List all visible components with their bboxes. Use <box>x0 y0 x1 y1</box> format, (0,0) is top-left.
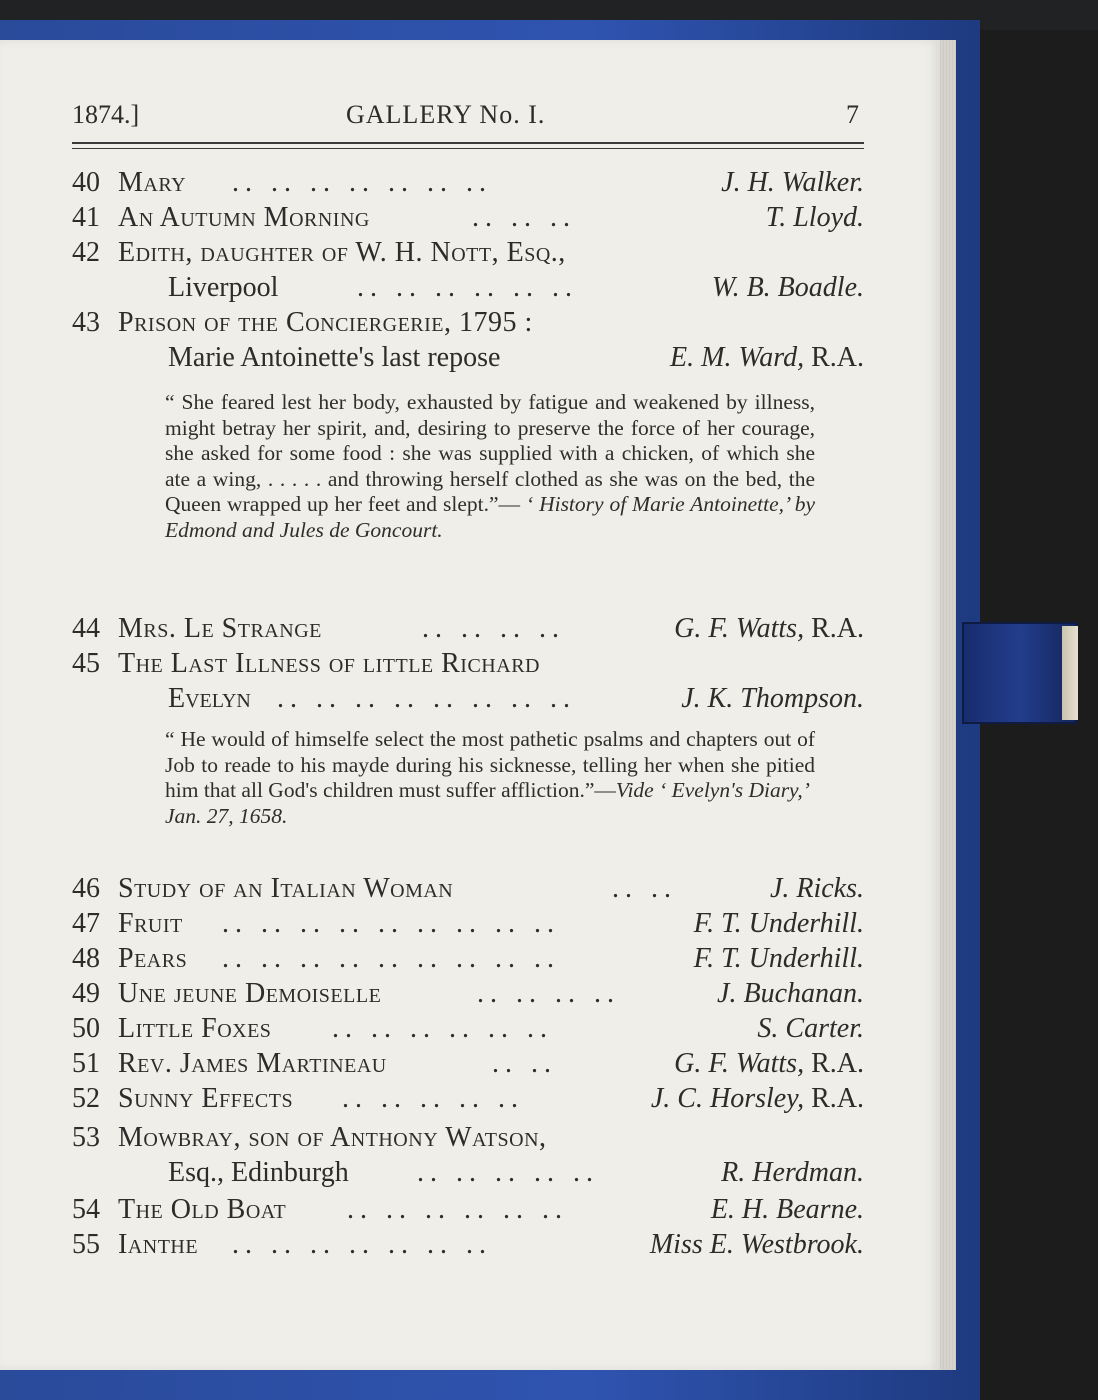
entry-artist <box>674 612 864 646</box>
leader-dots: .. .. .. .. .. <box>417 1157 599 1188</box>
catalogue-entry-continuation <box>72 341 864 375</box>
header-rule-thin <box>72 148 864 149</box>
quote-block <box>165 390 815 543</box>
artist-suffix: R.A. <box>804 613 864 644</box>
quote-date: Jan. 27, 1658. <box>165 803 288 828</box>
entry-number: 54 <box>72 1194 100 1225</box>
leader-dots: .. .. .. .. .. .. <box>357 272 578 303</box>
entry-title: Ianthe <box>118 1229 199 1260</box>
bookmark-fold <box>1062 626 1078 720</box>
entry-number: 55 <box>72 1229 100 1260</box>
catalogue-entry <box>72 166 864 200</box>
entry-artist: J. H. Walker. <box>721 167 864 198</box>
catalogue-entry <box>72 907 864 941</box>
catalogue-entry <box>72 977 864 1011</box>
catalogue-entry-continuation <box>72 271 864 305</box>
header-rule <box>72 142 864 144</box>
entry-artist: F. T. Underhill. <box>693 908 864 939</box>
entry-number: 48 <box>72 943 100 974</box>
catalogue-entry <box>72 1082 864 1116</box>
artist-suffix: R.A. <box>804 1083 864 1114</box>
leader-dots: .. .. .. .. .. .. .. .. <box>277 683 576 714</box>
leader-dots: .. .. .. .. <box>422 613 565 644</box>
entry-number: 49 <box>72 978 100 1009</box>
entry-artist: S. Carter. <box>757 1013 864 1044</box>
quote-source: Vide ‘ Evelyn's Diary,’ <box>615 778 810 802</box>
quote-text: “ She feared lest her body, exhausted by fatigue and weakened by illness, might betray her spirit, and, desiring to preserve the force of her courage, she asked for some food : she was supplied with a chicken, of which she ate a wing, . . . . . and throwing herself clothed as she was on the bed, the Queen wrapped up her feet and slept.”— <box>165 390 815 516</box>
catalogue-entry <box>72 612 864 646</box>
header-title: GALLERY No. I. <box>346 100 546 129</box>
entry-artist <box>651 1082 864 1116</box>
entry-artist: R. Herdman. <box>721 1157 864 1188</box>
entry-title: Edith, daughter of W. H. Nott, Esq., <box>118 237 566 268</box>
entry-number: 41 <box>72 202 100 233</box>
entry-number: 47 <box>72 908 100 939</box>
leader-dots: .. .. .. .. .. .. .. <box>232 1229 492 1260</box>
artist-name: G. F. Watts, <box>674 1048 805 1079</box>
entry-number: 46 <box>72 873 100 904</box>
catalogue-entry <box>72 1047 864 1081</box>
entry-artist <box>674 1047 864 1081</box>
entry-title: Pears <box>118 943 188 974</box>
catalogue-entry-continuation <box>72 682 864 716</box>
catalogue-entry <box>72 1193 864 1227</box>
entry-title: An Autumn Morning <box>118 202 370 233</box>
entry-artist: J. Buchanan. <box>717 978 864 1009</box>
entry-number: 45 <box>72 648 100 679</box>
entry-artist <box>670 341 864 375</box>
catalogue-entry-continuation <box>72 1156 864 1190</box>
entry-title: Rev. James Martineau <box>118 1048 387 1079</box>
leader-dots: .. .. .. .. .. .. <box>347 1194 568 1225</box>
catalogue-entry <box>72 236 864 270</box>
catalogue-entry <box>72 942 864 976</box>
leader-dots: .. .. .. .. .. <box>342 1083 524 1114</box>
bookmark-ribbon[interactable] <box>962 622 1077 724</box>
entry-number: 43 <box>72 307 100 338</box>
artist-suffix: R.A. <box>804 1048 864 1079</box>
entry-title: Little Foxes <box>118 1013 272 1044</box>
entry-title: Study of an Italian Woman <box>118 873 454 904</box>
entry-continuation: Liverpool <box>168 272 279 303</box>
entry-title: Prison of the Conciergerie, 1795 : <box>118 307 533 338</box>
catalogue-entry <box>72 1121 864 1155</box>
catalogue-entry <box>72 1012 864 1046</box>
entry-artist: W. B. Boadle. <box>711 272 864 303</box>
leader-dots: .. .. <box>612 873 677 904</box>
leader-dots: .. .. .. .. .. .. .. <box>232 167 492 198</box>
artist-name: J. C. Horsley, <box>650 1083 805 1114</box>
leader-dots: .. .. <box>492 1048 557 1079</box>
entry-artist: T. Lloyd. <box>765 202 864 233</box>
quote-block <box>165 727 815 829</box>
entry-number: 40 <box>72 167 100 198</box>
catalogue-entry <box>72 872 864 906</box>
header-year: 1874.] <box>72 100 140 129</box>
entry-number: 42 <box>72 237 100 268</box>
entry-title: The Last Illness of little Richard <box>118 648 540 679</box>
entry-artist: Miss E. Westbrook. <box>649 1229 864 1260</box>
entry-number: 52 <box>72 1083 100 1114</box>
catalogue-entry <box>72 647 864 681</box>
entry-artist: J. K. Thompson. <box>681 683 864 714</box>
entry-continuation: Esq., Edinburgh <box>168 1157 349 1188</box>
quote-text: “ He would of himselfe select the most pathetic psalms and chapters out of Job to reade to his mayde during his sicknesse, telling her when she pitied him that all God's children must suffer affliction.”— <box>165 727 815 802</box>
entry-continuation: Marie Antoinette's last repose <box>168 342 501 373</box>
page-number: 7 <box>846 100 859 129</box>
entry-continuation: Evelyn <box>168 683 251 714</box>
leader-dots: .. .. .. .. <box>477 978 620 1009</box>
entry-title: Sunny Effects <box>118 1083 294 1114</box>
catalogue-entry <box>72 201 864 235</box>
leader-dots: .. .. .. .. .. .. .. .. .. <box>222 943 560 974</box>
entry-title: Mowbray, son of Anthony Watson, <box>118 1122 547 1153</box>
artist-name: G. F. Watts, <box>674 613 805 644</box>
catalogue-entry <box>72 306 864 340</box>
leader-dots: .. .. .. .. .. .. <box>332 1013 553 1044</box>
leader-dots: .. .. .. .. .. .. .. .. .. <box>222 908 560 939</box>
catalogue-entry <box>72 1228 864 1262</box>
entry-title: Une jeune Demoiselle <box>118 978 382 1009</box>
leader-dots: .. .. .. <box>472 202 576 233</box>
entry-artist: E. H. Bearne. <box>710 1194 864 1225</box>
entry-title: Mary <box>118 167 187 198</box>
artist-suffix: R.A. <box>804 342 864 373</box>
entry-number: 51 <box>72 1048 100 1079</box>
entry-artist: J. Ricks. <box>769 873 864 904</box>
entry-artist: F. T. Underhill. <box>693 943 864 974</box>
artist-name: E. M. Ward, <box>670 342 805 373</box>
entry-title: The Old Boat <box>118 1194 287 1225</box>
quote-source: ‘ History of Marie Antoinette,’ by Edmond and Jules de Goncourt. <box>165 492 816 542</box>
entry-title: Mrs. Le Strange <box>118 613 322 644</box>
entry-number: 50 <box>72 1013 100 1044</box>
entry-title: Fruit <box>118 908 183 939</box>
entry-number: 53 <box>72 1122 100 1153</box>
entry-number: 44 <box>72 613 100 644</box>
